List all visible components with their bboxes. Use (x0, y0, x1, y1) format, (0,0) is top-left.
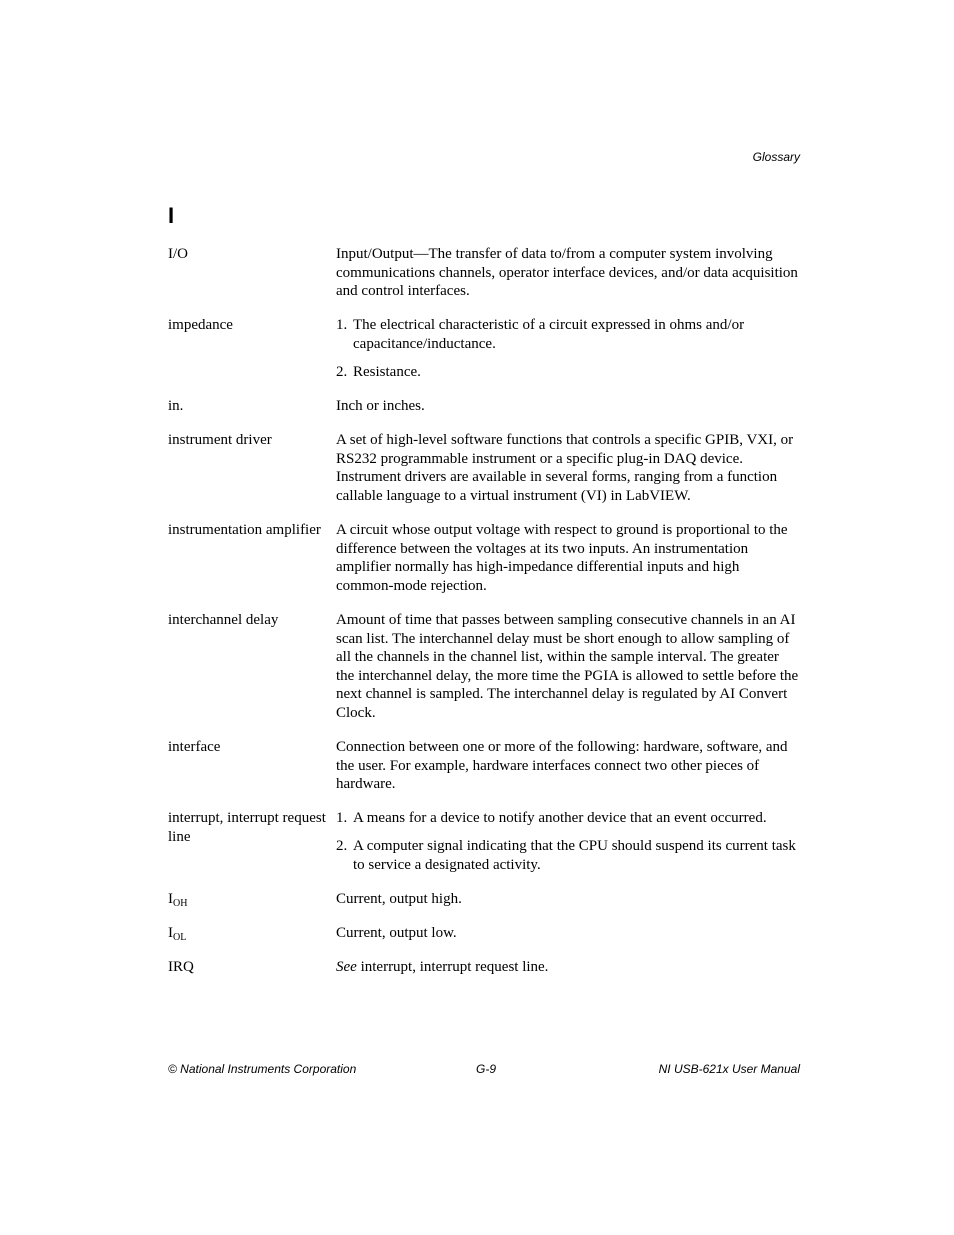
glossary-term: instrumentation amplifier (168, 522, 321, 539)
item-text: The electrical characteristic of a circuit expressed in ohms and/or capacitance/inductance. (353, 317, 745, 352)
glossary-entry-interrupt (168, 809, 800, 874)
term-base: I (168, 925, 173, 942)
glossary-definition: Current, output high. (336, 891, 462, 908)
glossary-term: impedance (168, 317, 233, 334)
numbered-item (336, 837, 800, 874)
see-reference-target: interrupt, interrupt request line. (356, 959, 549, 976)
glossary-definition (336, 809, 800, 874)
glossary-list (168, 245, 800, 992)
glossary-definition (336, 316, 800, 381)
glossary-entry-io (168, 245, 800, 301)
glossary-term: interface (168, 738, 221, 755)
glossary-entry-instrumentation-amplifier (168, 521, 800, 595)
glossary-term: IRQ (168, 959, 194, 976)
item-text: Resistance. (353, 363, 421, 380)
footer-copyright: © National Instruments Corporation (168, 1062, 357, 1076)
glossary-entry-iol (168, 924, 800, 943)
numbered-item (336, 316, 800, 353)
footer-page-number: G-9 (476, 1062, 497, 1076)
glossary-definition: Input/Output—The transfer of data to/from a computer system involving communications channels, operator interface devices, and/or data acquisition and control interfaces. (336, 246, 798, 300)
glossary-term: interchannel delay (168, 611, 279, 628)
glossary-definition: A circuit whose output voltage with respect to ground is proportional to the difference between the voltages at its two inputs. An instrumentation amplifier normally has high-impedance differential inputs and high common-mode rejection. (336, 522, 788, 594)
glossary-entry-ioh (168, 890, 800, 909)
glossary-term: instrument driver (168, 432, 272, 449)
glossary-entry-impedance (168, 316, 800, 381)
glossary-entry-irq (168, 958, 800, 977)
glossary-entry-instrument-driver (168, 431, 800, 505)
section-letter-heading: I (168, 203, 175, 228)
glossary-definition (336, 958, 800, 977)
item-number: 2. (336, 363, 348, 380)
glossary-definition: A set of high-level software functions that controls a specific GPIB, VXI, or RS232 programmable instrument or a specific plug-in DAQ device. Instrument drivers are available in several forms, ranging from a function callable language to a virtual instrument (VI) in LabVIEW. (336, 432, 794, 504)
item-text: A computer signal indicating that the CPU should suspend its current task to service a designated activity. (353, 838, 796, 873)
glossary-term: in. (168, 398, 184, 415)
item-text: A means for a device to notify another device that an event occurred. (353, 810, 767, 827)
item-number: 1. (336, 810, 348, 827)
glossary-term (168, 890, 336, 909)
term-base: I (168, 891, 173, 908)
glossary-definition: Connection between one or more of the following: hardware, software, and the user. For example, hardware interfaces connect two other pieces of hardware. (336, 738, 788, 793)
glossary-term: interrupt, interrupt request line (168, 810, 326, 845)
glossary-definition: Amount of time that passes between sampling consecutive channels in an AI scan list. The interchannel delay must be short enough to allow sampling of all the channels in the channel list, within the sample interval. The greater the interchannel delay, the more time the PGIA is allowed to settle before the next channel is sampled. The interchannel delay is regulated by AI Convert Clock. (336, 611, 799, 721)
see-reference-word: See (336, 959, 357, 976)
glossary-term: I/O (168, 246, 188, 262)
running-header: Glossary (752, 150, 800, 164)
glossary-definition: Current, output low. (336, 925, 457, 942)
glossary-entry-interface (168, 738, 800, 794)
item-number: 2. (336, 838, 348, 855)
footer-manual-title: NI USB-621x User Manual (658, 1062, 800, 1076)
glossary-term (168, 924, 336, 943)
item-number: 1. (336, 317, 348, 334)
glossary-entry-interchannel-delay (168, 611, 800, 723)
numbered-item (336, 809, 800, 828)
term-subscript: OL (173, 932, 187, 944)
glossary-definition: Inch or inches. (336, 398, 425, 415)
term-subscript: OH (173, 898, 188, 910)
glossary-entry-in (168, 397, 800, 416)
numbered-item (336, 363, 800, 382)
